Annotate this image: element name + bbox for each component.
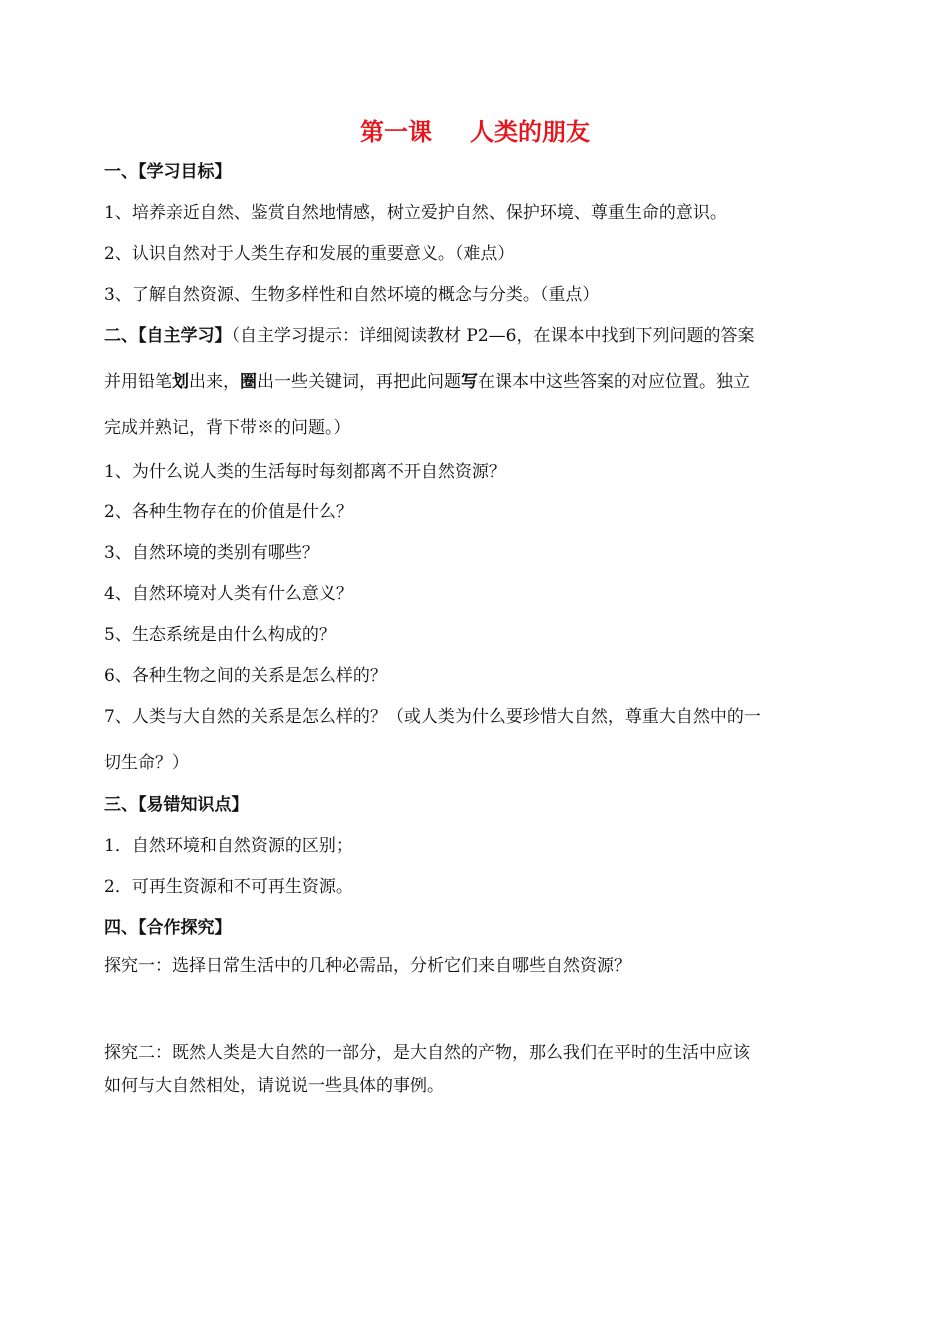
hint-emphasis: 圈: [240, 372, 257, 392]
self-study-intro: [104, 324, 864, 348]
page-title: [0, 114, 950, 150]
hint-emphasis: 划: [172, 372, 189, 392]
question-item: 4、自然环境对人类有什么意义？: [104, 584, 353, 604]
question-item: 7、人类与大自然的关系是怎么样的？（或人类为什么要珍惜大自然，尊重大自然中的一: [104, 707, 761, 727]
question-item: 5、生态系统是由什么构成的？: [104, 625, 336, 645]
hint-text: 出来，: [189, 372, 240, 392]
mistake-item: 1．自然环境和自然资源的区别；: [104, 836, 353, 856]
hint-emphasis: 写: [461, 372, 478, 392]
self-study-hint-line: [104, 370, 864, 394]
hint-text: 在课本中这些答案的对应位置。独立: [478, 372, 750, 392]
question-item: 6、各种生物之间的关系是怎么样的？: [104, 666, 387, 686]
question-item: 3、自然环境的类别有哪些？: [104, 543, 319, 563]
inquiry-one: 探究一：选择日常生活中的几种必需品，分析它们来自哪些自然资源？: [104, 956, 631, 976]
goal-item: 1、培养亲近自然、鉴赏自然地情感，树立爱护自然、保护环境、尊重生命的意识。: [104, 203, 727, 223]
section-heading-self-study: 二、【自主学习】: [104, 326, 232, 346]
section-heading-learning-goals: 一、【学习目标】: [104, 162, 232, 182]
inquiry-two-continued: 如何与大自然相处，请说说一些具体的事例。: [104, 1076, 444, 1096]
section-heading-common-mistakes: 三、【易错知识点】: [104, 795, 249, 815]
section-heading-cooperative-inquiry: 四、【合作探究】: [104, 918, 232, 938]
goal-item: 2、认识自然对于人类生存和发展的重要意义。（难点）: [104, 244, 515, 264]
hint-text: 并用铅笔: [104, 372, 172, 392]
self-study-hint: （自主学习提示：详细阅读教材 P2—6，在课本中找到下列问题的答案: [231, 326, 755, 346]
mistake-item: 2．可再生资源和不可再生资源。: [104, 877, 353, 897]
question-item-continued: 切生命？）: [104, 753, 189, 773]
self-study-hint-line: 完成并熟记，背下带※的问题。）: [104, 418, 351, 438]
hint-text: 出一些关键词，再把此问题: [257, 372, 461, 392]
question-item: 1、为什么说人类的生活每时每刻都离不开自然资源？: [104, 462, 506, 482]
goal-item: 3、了解自然资源、生物多样性和自然坏境的概念与分类。（重点）: [104, 285, 600, 305]
question-item: 2、各种生物存在的价值是什么？: [104, 502, 353, 522]
inquiry-two: 探究二：既然人类是大自然的一部分，是大自然的产物，那么我们在平时的生活中应该: [104, 1043, 750, 1063]
title-lesson-number: 第一课: [360, 118, 432, 146]
title-lesson-name: 人类的朋友: [470, 118, 590, 146]
